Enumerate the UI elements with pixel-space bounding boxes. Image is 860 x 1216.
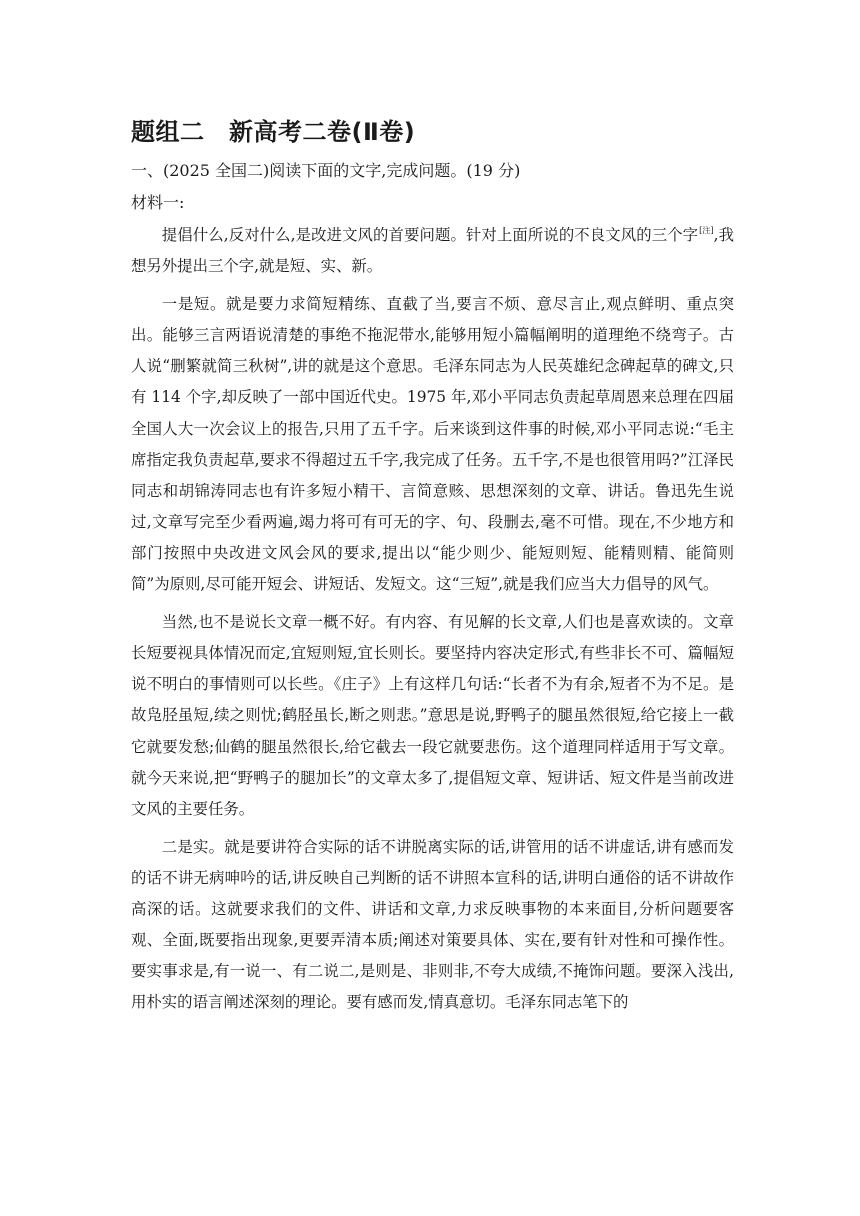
- paragraph: 二是实。就是要讲符合实际的话不讲脱离实际的话,讲管用的话不讲虚话,讲有感而发的话不讲无病呻吟的话,讲反映自己判断的话不讲照本宣科的话,讲明白通俗的话不讲故作高深的话。这就要求我们的文件、讲话和文章,力求反映事物的本来面目,分析问题要客观、全面,既要指出现象,更要弄清本质;阐述对策要具体、实在,要有针对性和可操作性。要实事求是,有一说一、有二说二,是则是、非则非,不夸大成绩,不掩饰问题。要深入浅出,用朴实的语言阐述深刻的理论。要有感而发,情真意切。毛泽东同志笔下的: [131, 837, 734, 1012]
- material-label: 材料一:: [131, 193, 185, 212]
- section-heading: 题组二 新高考二卷(Ⅱ卷): [131, 118, 416, 146]
- paragraph-text: 提倡什么,反对什么,是改进文风的首要问题。针对上面所说的不良文风的三个字: [161, 226, 699, 244]
- question-line: 一、(2025 全国二)阅读下面的文字,完成问题。(19 分): [131, 161, 521, 180]
- paragraph: 一是短。就是要力求简短精练、直截了当,要言不烦、意尽言止,观点鲜明、重点突出。能够三言两语说清楚的事绝不拖泥带水,能够用短小篇幅阐明的道理绝不绕弯子。古人说“删繁就简三秋树”,讲的就是这个意思。毛泽东同志为人民英雄纪念碑起草的碑文,只有 114 个字,却反映了一部中国近代史。1975 年,邓小平同志负责起草周恩来总理在四届全国人大一次会议上的报告,只用了五千字。后来谈到这件事的时候,邓小平同志说:“毛主席指定我负责起草,要求不得超过五千字,我完成了任务。五千字,不是也很管用吗?”江泽民同志和胡锦涛同志也有许多短小精干、言简意赅、思想深刻的文章、讲话。鲁迅先生说过,文章写完至少看两遍,竭力将可有可无的字、句、段删去,毫不可惜。现在,不少地方和部门按照中央改进文风会风的要求,提出以“能少则少、能短则短、能精则精、能简则简”为原则,尽可能开短会、讲短话、发短文。这“三短”,就是我们应当大力倡导的风气。: [131, 295, 734, 594]
- passage-body: [131, 220, 734, 1018]
- paragraph: [131, 220, 734, 282]
- footnote-marker: [注]: [699, 226, 714, 235]
- paragraph-text: ,我想另外提出三个字,就是短、实、新。: [131, 226, 734, 276]
- paragraph: 当然,也不是说长文章一概不好。有内容、有见解的长文章,人们也是喜欢读的。文章长短要视具体情况而定,宜短则短,宜长则长。要坚持内容决定形式,有些非长不可、篇幅短说不明白的事情则可以长些。《庄子》上有这样几句话:“长者不为有余,短者不为不足。是故凫胫虽短,续之则忧;鹤胫虽长,断之则悲。”意思是说,野鸭子的腿虽然很短,给它接上一截它就要发愁;仙鹤的腿虽然很长,给它截去一段它就要悲伤。这个道理同样适用于写文章。就今天来说,把“野鸭子的腿加长”的文章太多了,提倡短文章、短讲话、短文件是当前改进文风的主要任务。: [131, 613, 734, 818]
